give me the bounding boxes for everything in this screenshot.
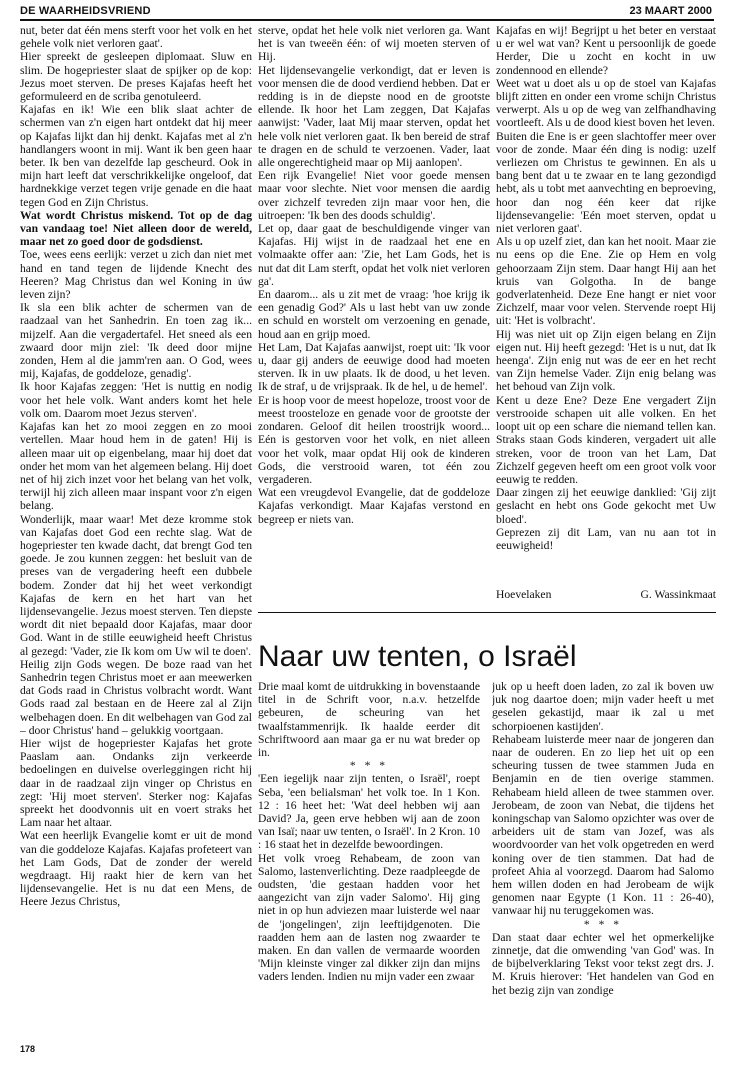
- paragraph: Het volk vroeg Rehabeam, de zoon van Salomo, lastenverlichting. Deze raadpleegde de oudsten, 'die gestaan hadden voor het aangezicht van zijn vader Salomo'. Hij ging niet in op hun adviezen maar luisterde wel naar de 'jongelingen', zijn leeftijdgenoten. Die raadden hem aan de lasten nog zwaarder te maken. En dan vallen de vermaarde woorden 'Mijn kleinste vinger zal dikker zijn dan mijns vaders lenden. Indien nu mijn vader een zwaar: [258, 851, 480, 984]
- article-column-1: [20, 24, 252, 1044]
- paragraph: Het Lam, Dat Kajafas aanwijst, roept uit: 'Ik voor u, daar gij anders de eeuwige dood had moeten sterven. Ik in uw plaats. Ik de dood, u het leven. Ik de straf, u de vrijspraak. Ik de hel, u de hemel'.: [258, 340, 490, 394]
- paragraph: En daarom... als u zit met de vraag: 'hoe krijg ik een genadig God?' Als u last hebt van uw zonde en schuld en worstelt om verzoening en genade, houd aan en grijp moed.: [258, 288, 490, 341]
- issue-date: 23 MAART 2000: [629, 5, 712, 17]
- article2-column-right: [492, 680, 714, 1064]
- paragraph: Hier wijst de hogepriester Kajafas het grote Paaslam aan. Ondanks zijn verkeerde bedoelingen en duivelse overleggingen richt hij daar in de raadzaal zijn vinger op Christus en zegt: 'Hij moet sterven'. Sterker nog: Kajafas spreekt het doodvonnis uit en voert straks het Lam naar het altaar.: [20, 736, 252, 830]
- paragraph: Drie maal komt de uitdrukking in bovenstaande titel in de Schrift voor, n.a.v. hetzelfde gebeuren, de scheuring van het twaalfstammenrijk. Ik haalde eerder dit Schriftwoord aan maar ga er nu wat breder op in.: [258, 680, 480, 760]
- paragraph: Weet wat u doet als u op de stoel van Kajafas blijft zitten en onder een vrome schijn Christus verwerpt. Als u op de weg van zelfhandhaving voortleeft. Als u de dood kiest boven het leven.: [496, 76, 716, 130]
- page-number: 178: [20, 1044, 36, 1054]
- paragraph: nut, beter dat één mens sterft voor het volk en het gehele volk niet verloren gaat'.: [20, 24, 252, 51]
- paragraph: Wat een heerlijk Evangelie komt er uit de mond van die goddeloze Kajafas. Kajafas profeteert van het Lam Gods, Dat de zonder der wereld wegdraagt. Hij raakt hier de kern van het lijdensevangelie. Het is nu dat een Mens, de Heere Jezus Christus,: [20, 829, 252, 909]
- paragraph: Rehabeam luisterde meer naar de jongeren dan naar de ouderen. En zo liep het uit op een scheuring tussen de twee stammen Juda en Benjamin en de tien overige stammen. Rehabeam hield alleen de twee stammen over. Jerobeam, de zoon van Nebat, die tijdens het koningschap van Salomo opzichter was over de arbeiders uit de stam van Jozef, was als woordvoorder van het volk opgetreden en werd koning over de tien stammen. Dat had de profeet Ahia al voorzegd. Daarom had Salomo hem willen doden en had Jerobeam de wijk genomen naar Egypte (1 Kon. 11 : 26-40), vanwaar hij nu teruggekomen was.: [492, 732, 714, 918]
- signature-place: Hoevelaken: [496, 588, 552, 601]
- article-column-3: [496, 24, 716, 592]
- paragraph: Buiten die Ene is er geen slachtoffer meer over voor de zonde. Maar één ding is nodig: uzelf verliezen om Christus te gewinnen. En als u bang bent dat u te zwaar en te lang gezondigd hebt, als u tobt met aanvechting en beproeving, hoor dan nog één keer dat rijke lijdensevangelie: 'Eén moet sterven, opdat u niet verloren gaat'.: [496, 129, 716, 236]
- paragraph: Dan staat daar echter wel het opmerkelijke zinnetje, dat die omwending 'van God' was. In de bijbelverklaring Tekst voor tekst zegt drs. J. M. Kruis hierover: 'Het handelen van God en het bezig zijn van zondige: [492, 930, 714, 997]
- paragraph: Let op, daar gaat de beschuldigende vinger van Kajafas. Hij wijst in de raadzaal het ene en volmaakte offer aan: 'Zie, het Lam Gods, het is nut dat dit Lam sterft, opdat het volk niet verloren ga'.: [258, 222, 490, 288]
- publication-name: DE WAARHEIDSVRIEND: [20, 5, 151, 17]
- paragraph: Kent u deze Ene? Deze Ene vergadert Zijn verstrooide schapen uit alle volken. En het loopt uit op een schare die niemand tellen kan. Straks staan Gods kinderen, vergadert uit alle streken, voor de troon van het Lam, Dat Zichzelf gegeven heeft om een groot volk voor eeuwig te redden.: [496, 393, 716, 486]
- article-title: Naar uw tenten, o Israël: [258, 640, 577, 673]
- paragraph: Toe, wees eens eerlijk: verzet u zich dan niet met hand en tand tegen de lijdende Knecht des Heeren? Mag Christus dan wel Koning in úw leven zijn?: [20, 248, 252, 302]
- article2-column-left: [258, 680, 480, 1064]
- paragraph: Het lijdensevangelie verkondigt, dat er leven is voor mensen die de dood verdiend hebben. Dat er redding is in de diepste nood en de grootste ellende. Ik hoor het Lam zeggen, Dat Kajafas aanwijst: 'Vader, laat Mij maar sterven, opdat het hele volk niet verloren gaat. Ik ben bereid de straf te dragen en de schuld te verzoenen. Vader, laat alle ongerechtigheid maar op Mij aanlopen'.: [258, 63, 490, 170]
- paragraph: Er is hoop voor de meest hopeloze, troost voor de meest troosteloze en genade voor de grootste der zondaren. Geloof dit heilen troostrijk woord... Eén is gestorven voor het volk, en niet alleen voor het volk, maar opdat Hij ook de kinderen Gods, die verstrooid waren, tot één zou vergaderen.: [258, 393, 490, 486]
- page-header: [0, 0, 738, 20]
- header-rule: [20, 19, 714, 21]
- article-separator: [258, 612, 716, 613]
- paragraph: juk op u heeft doen laden, zo zal ik boven uw juk nog daartoe doen; mijn vader heeft u met geselen gekastijd, maar ik zal u met schorpioenen kastijden'.: [492, 680, 714, 733]
- paragraph: Geprezen zij dit Lam, van nu aan tot in eeuwigheid!: [496, 525, 716, 552]
- paragraph: 'Een iegelijk naar zijn tenten, o Israël', roept Seba, 'een belialsman' het volk toe. In 1 Kon. 12 : 16 heet het: 'Wat deel hebben wij aan David? Ja, geen erve hebben wij aan de zoon van Isaï; naar uw tenten, o Israël'. In 2 Kron. 10 : 16 staat het in dezelfde bewoordingen.: [258, 772, 480, 852]
- paragraph-bold: Wat wordt Christus miskend. Tot op de dag van vandaag toe! Niet alleen door de wereld, maar net zo goed door de godsdienst.: [20, 208, 252, 249]
- article-column-2: [258, 24, 490, 602]
- paragraph: Een rijk Evangelie! Niet voor goede mensen maar voor slechte. Niet voor mensen die aardig over zichzelf tevreden zijn maar voor hen, die uitroepen: 'Ik ben des doods schuldig'.: [258, 169, 490, 222]
- paragraph: Wat een vreugdevol Evangelie, dat de goddeloze Kajafas verkondigt. Maar Kajafas verstond en begreep er niets van.: [258, 486, 490, 526]
- section-stars: * * *: [583, 917, 623, 931]
- paragraph: Ik sla een blik achter de schermen van de raadzaal van het Sanhedrin. En toen zag ik... mijzelf. Aan die vergadertafel. Het sneed als een zwaard door mijn ziel: 'Ik deed door mijne zonden, Hem al die jamm'ren aan. O God, wees mij, Kajafas, de goddeloze, genadig'.: [20, 301, 252, 381]
- paragraph: Kajafas kan het zo mooi zeggen en zo mooi vertellen. Maar houd hem in de gaten! Hij is alleen maar uit op eigenbelang, maar hij doet dat onder het mom van het algemeen belang. Hij doet net of hij zich inzet voor het belang van het volk, terwijl hij zich alleen maar inspant voor z'n eigen belang.: [20, 420, 252, 513]
- paragraph: Kajafas en ik! Wie een blik slaat achter de schermen van z'n eigen hart ontdekt dat hij meer op Kajafas lijkt dan hij denkt. Kajafas met al z'n handlangers woont in mij. Want ik ben geen haar beter. Ik ben van dezelfde lap gescheurd. Ook in mijn hart leeft dat verschrikkelijke ongeloof, dat hardnekkige verzet tegen vrije genade en die haat tegen God en Zijn Christus.: [20, 103, 252, 209]
- section-stars: * * *: [349, 759, 389, 773]
- signature-author: G. Wassinkmaat: [640, 588, 716, 601]
- paragraph: Wonderlijk, maar waar! Met deze kromme stok van Kajafas doet God een rechte slag. Wat de hogepriester ten kwade dacht, dat brengt God ten goede. Je zou kunnen zeggen: het besluit van de preses van de vergadering heeft een dubbele bodem. Zonder dat hij het weet verkondigt Kajafas de kern en het hart van het lijdensevangelie. Jezus moest sterven. Ten diepste wordt dit niet bepaald door Kajafas, maar door God. Want in de stille eeuwigheid heeft Christus al gezegd: 'Vader, zie Ik kom om Uw wil te doen'.: [20, 512, 252, 658]
- paragraph: Kajafas en wij! Begrijpt u het beter en verstaat u er wel wat van? Kent u persoonlijk de goede Herder, Die u zocht en kocht in uw zondennood en ellende?: [496, 24, 716, 77]
- paragraph: sterve, opdat het hele volk niet verloren ga. Want het is van tweeën één: of wij moeten sterven of Hij.: [258, 24, 490, 64]
- paragraph: Hij was niet uit op Zijn eigen belang en Zijn eigen nut. Hij heeft gezegd: 'Het is u nut, dat Ik heenga'. Zijn enig nut was de eer en het recht van Zijn hemelse Vader. Zijn enig belang was het behoud van Zijn volk.: [496, 327, 716, 394]
- paragraph: Daar zingen zij het eeuwige danklied: 'Gij zijt geslacht en hebt ons Gode gekocht met Uw bloed'.: [496, 486, 716, 526]
- paragraph: Heilig zijn Gods wegen. De boze raad van het Sanhedrin tegen Christus moet er aan meewerken dat Gods raad in Christus volbracht wordt. Want Gods raad zal bestaan en de Heere zal al Zijn welbehagen doen. En dit welbehagen van God zal – door Christus' hand – gelukkig voortgaan.: [20, 657, 252, 737]
- paragraph: Hier spreekt de gesleepen diplomaat. Sluw en slim. De hogepriester slaat de spijker op de kop: Jezus moet sterven. De preses Kajafas heeft het geformuleerd en de scriba genotuleerd.: [20, 50, 252, 104]
- paragraph: Ik hoor Kajafas zeggen: 'Het is nuttig en nodig voor het hele volk. Want anders komt het hele volk om. Daarom moet Jezus sterven'.: [20, 380, 252, 420]
- paragraph: Als u op uzelf ziet, dan kan het nooit. Maar zie nu eens op die Ene. Zie op Hem en volg gehoorzaam Zijn stem. Daar hangt Hij aan het kruis van Golgotha. In de bange godverlatenheid. Deze Ene hangt er niet voor Zichzelf, maar voor velen. Stervende roept Hij uit: 'Het is volbracht'.: [496, 235, 716, 328]
